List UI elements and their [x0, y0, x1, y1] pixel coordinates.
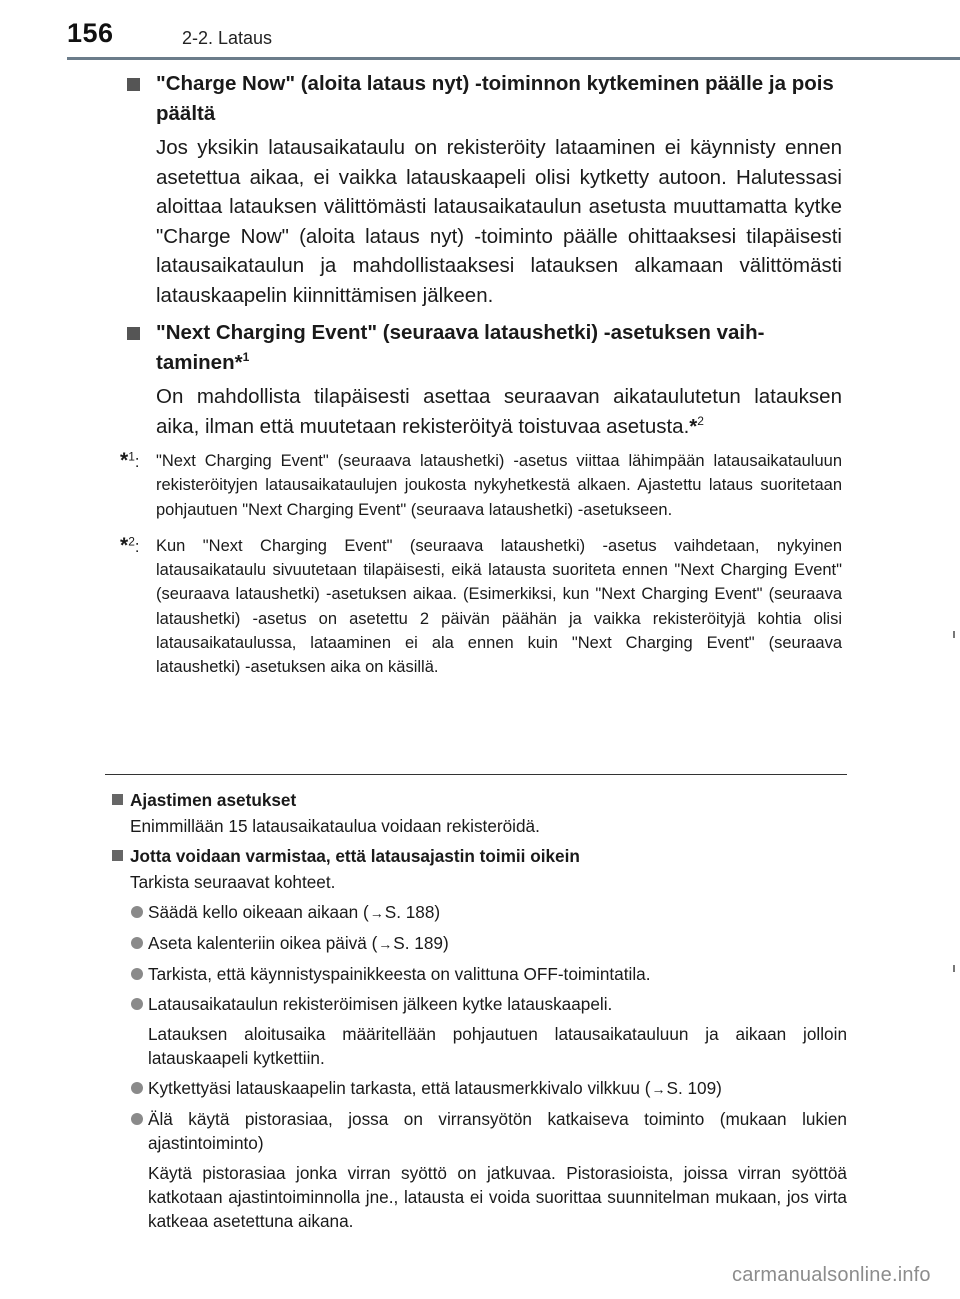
header-rule [67, 57, 960, 60]
footnote-ref: * [234, 351, 243, 374]
footnote-1: *$^1$: "Next Charging Event" (seuraava lataushetki) -asetus viittaa lähimpään latausaikatauluun rekisteröityjen latausaikataulujen joukosta nykyhetkestä alkaen. Ajastettu lataus suoritetaan pohjautuen "Next Charging Event" (seuraava lataushetki) -asetukseen. [120, 449, 842, 519]
heading-ensure-timer: Jotta voidaan varmistaa, että latausajastin toimii oikein [110, 844, 847, 868]
round-bullet-icon [131, 968, 143, 980]
list-item-connect-cable: Latausaikataulun rekisteröimisen jälkeen kytke latauskaapeli. [110, 992, 847, 1016]
page-reference: S. 188) [384, 902, 441, 922]
page-reference: S. 189) [393, 933, 449, 953]
page-number: 156 [67, 18, 114, 48]
page-header [0, 0, 960, 62]
page-reference: S. 109) [666, 1078, 722, 1098]
round-bullet-icon [131, 998, 143, 1010]
main-content [120, 69, 842, 692]
square-bullet-icon [127, 78, 140, 91]
list-item-indicator: Kytkettyäsi latauskaapelin tarkasta, että latausmerkkivalo vilkkuu (→S. 109) [110, 1076, 847, 1101]
round-bullet-icon [131, 937, 143, 949]
square-bullet-icon [112, 794, 123, 805]
list-item-connect-cable-detail: Latauksen aloitusaika määritellään pohjautuen latausaikatauluun ja aikaan jolloin latauskaapeli kytkettiin. [148, 1024, 847, 1068]
square-bullet-icon [127, 327, 140, 340]
list-item-outlet: Älä käytä pistorasiaa, jossa on virransyötön katkaiseva toiminto (mukaan lukien ajastintoiminto) [110, 1107, 847, 1155]
footnote-marker: *$^1$: [120, 449, 140, 472]
ensure-intro: Tarkista seuraavat kohteet. [130, 872, 336, 892]
round-bullet-icon [131, 1082, 143, 1094]
footnote-ref: * [689, 414, 698, 438]
arrow-right-icon: → [651, 1081, 666, 1097]
timer-settings-text: Enimmillään 15 latausaikataulua voidaan rekisteröidä. [130, 816, 540, 836]
heading-charge-now: "Charge Now" (aloita lataus nyt) -toiminnon kytkeminen päälle ja pois päältä [124, 69, 842, 129]
heading-next-charging-event: "Next Charging Event" (seuraava lataushetki) -asetuksen vaihtaminen*$^1$ [124, 318, 842, 378]
footnote-marker: *$^2$: [120, 533, 140, 557]
paragraph-charge-now: Jos yksikin latausaikataulu on rekisteröity lataaminen ei käynnisty ennen asetettua aikaa, ei vaikka latauskaapeli olisi kytketty autoon. Halutessasi aloittaa latauksen välittömästi latausaikataulun asetusta muuttamatta kytke "Charge Now" (aloita lataus nyt) -toiminto päälle ohittaaksesi tilapäisesti latausaikataulun ja mahdollistaaksesi latauksen alkamaan välittömästi latauskaapelin kiinnittämisen jälkeen. [156, 136, 842, 307]
list-item-clock: Säädä kello oikeaan aikaan (→S. 188) [110, 900, 847, 925]
heading-timer-settings: Ajastimen asetukset [110, 788, 847, 812]
footnote-2: *$^2$: Kun "Next Charging Event" (seuraava lataushetki) -asetus vaihdetaan, nykyinen latausaikataulu sivuutetaan tilapäisesti, eikä latausta suoriteta ennen "Next Charging Event" (seuraava lataushetki) -asetuksen aikaa. (Esimerkiksi, kun "Next Charging Event" (seuraava lataushetki) -asetus on asetettu 2 päivän päähän ja vaikka rekisteröityjä kohtia olisi latausaikataulussa, lataaminen ei ala ennen kuin "Next Charging Event" (seuraava lataushetki) -asetuksen aika on käsillä. [120, 533, 842, 677]
list-item-off-mode: Tarkista, että käynnistyspainikkeesta on valittuna OFF-toimintatila. [110, 962, 847, 986]
notes-section [110, 785, 847, 1239]
section-divider [105, 774, 847, 775]
margin-tick [953, 631, 955, 638]
list-item-outlet-detail: Käytä pistorasiaa jonka virran syöttö on jatkuvaa. Pistorasioista, joissa virran syöttöä katkotaan ajastintoiminnolla jne., latausta ei voida suorittaa suunnitelman mukaan, jos virta katkeaa asetettuna aikana. [148, 1163, 847, 1231]
round-bullet-icon [131, 906, 143, 918]
paragraph-next-charging-event: On mahdollista tilapäisesti asettaa seuraavan aikataulutetun latauksen aika, ilman että muutetaan rekisteröityä toistuvaa asetusta.*$^2$ [156, 385, 842, 438]
watermark: carmanualsonline.info [732, 1264, 931, 1286]
list-item-calendar: Aseta kalenteriin oikea päivä (→S. 189) [110, 931, 847, 956]
section-title: 2-2. Lataus [182, 28, 273, 48]
round-bullet-icon [131, 1113, 143, 1125]
arrow-right-icon: → [369, 905, 384, 921]
margin-tick [953, 965, 955, 972]
square-bullet-icon [112, 850, 123, 861]
arrow-right-icon: → [378, 936, 393, 952]
